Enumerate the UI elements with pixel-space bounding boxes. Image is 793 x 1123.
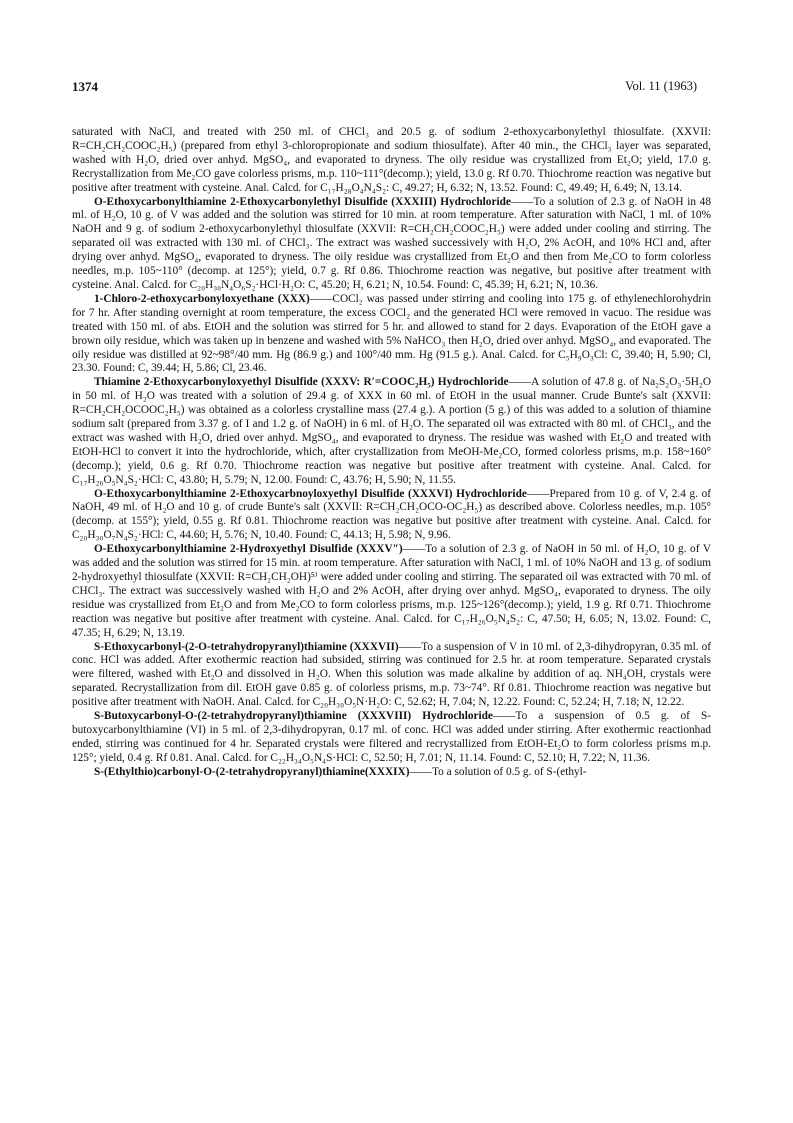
paragraph-xxx <box>72 293 711 376</box>
paragraph-body: ——To a solution of 0.5 g. of S-(ethyl- <box>409 765 587 778</box>
volume-label: Vol. 11 (1963) <box>625 79 697 93</box>
compound-heading: O-Ethoxycarbonylthiamine 2-Ethoxycarbonylethyl Disulfide (XXXIII) Hydrochloride <box>94 195 511 208</box>
compound-heading: 1-Chloro-2-ethoxycarbonyloxyethane (XXX) <box>94 292 310 305</box>
paragraph-body: ——To a suspension of V in 10 ml. of 2,3-dihydropyran, 0.35 ml. of conc. HCl was added. After exothermic reaction had subsided, stirring was continued for 2.5 hr. at room temperature. Separated crystals were filtered, washed with Et₂O and dissolved in H₂O. When this solution was made alkaline by addition of aq. NH₄OH, crystals were separated. Recrystallization from dil. EtOH gave 0.85 g. of colorless prisms, m.p. 73~74°. Rf 0.81. Thiochrome reaction was negative but positive after treatment with NaOH. Anal. Calcd. for C₂₀H₃₀O₅N·H₂O: C, 52.62; H, 7.04; N, 12.22. Found: C, 52.24; H, 7.18; N, 12.22. <box>72 640 712 709</box>
paragraph-xxxvi <box>72 488 711 544</box>
compound-heading: S-Butoxycarbonyl-O-(2-tetrahydropyranyl)thiamine (XXXVIII) Hydrochloride <box>94 710 493 723</box>
compound-heading: S-(Ethylthio)carbonyl-O-(2-tetrahydropyranyl)thiamine(XXXIX) <box>94 765 410 778</box>
compound-heading: S-Ethoxycarbonyl-(2-O-tetrahydropyranyl)thiamine (XXXVII) <box>94 640 399 653</box>
page-header <box>72 79 697 99</box>
page-number: 1374 <box>72 79 98 94</box>
paragraph-xxxix <box>72 766 711 780</box>
paragraph-xxxv-double-prime <box>72 543 711 640</box>
paragraph-body: ——To a solution of 2.3 g. of NaOH in 50 ml. of H₂O, 10 g. of V was added and the solution was stirred for 15 min. at room temperature. After saturation with NaCl, 1 ml. of 10% NaOH and 13 g. of sodium 2-hydroxyethyl thiosulfate (XXVII: R=CH₂CH₂OH)⁵⁾ were added under cooling and stirring. The separated oil was extracted with 70 ml. of CHCl₃. The extract was successively washed with H₂O and 2% AcOH, after drying over anhyd. MgSO₄, evaporated to dryness. The oily residue was crystallized from Et₂O and from Me₂CO to form colorless prisms, m.p. 125~126°(decomp.); yield, 1.9 g. Rf 0.71. Thiochrome reaction was negative but positive after treatment with cysteine. Anal. Calcd. for C₁₇H₂₆O₅N₄S₂: C, 47.50; H, 6.05; N, 13.02. Found: C, 47.35; H, 6.29; N, 13.19. <box>72 543 711 639</box>
article-body <box>72 126 711 780</box>
paragraph-body: ——A solution of 47.8 g. of Na₂S₂O₃·5H₂O in 50 ml. of H₂O was treated with a solution of 29.4 g. of XXX in 60 ml. of EtOH in the usual manner. Crude Bunte's salt (XXVII: R=CH₂CH₂OCOOC₂H₅) was obtained as a colorless crystalline mass (27.4 g.). A portion (5 g.) of this was added to a solution of thiamine sodium salt (prepared from 3.37 g. of I and 1.2 g. of NaOH) in 6 ml. of H₂O. The separated oil was extracted with 80 ml. of CHCl₃, and the extract was washed with H₂O, dried over anhyd. MgSO₄, and evaporated to dryness. The residue was washed with Et₂O and treated with EtOH-HCl to convert it into the hydrochloride, which, after crystallization from MeOH-Me₂CO, formed colorless prisms, m.p. 158~160° (decomp.); yield, 0.6 g. Rf 0.70. Thiochrome reaction was negative but positive after treatment with cysteine. Anal. Calcd. for C₁₇H₂₆O₅N₄S₂·HCl: C, 43.80; H, 5.79; N, 12.00. Found: C, 43.76; H, 5.90; N, 11.55. <box>72 376 712 486</box>
paragraph-xxxviii <box>72 710 711 766</box>
paragraph-body: ——Prepared from 10 g. of V, 2.4 g. of NaOH, 49 ml. of H₂O and 10 g. of crude Bunte's salt (XXVII: R=CH₂CH₂OCO-OC₂H₅) as described above. Colorless needles, m.p. 105° (decomp. at 155°); yield, 0.55 g. Rf 0.81. Thiochrome reaction was negative but positive after treatment with cysteine. Anal. Calcd. for C₂₀H₃₀O₇N₄S₂·HCl: C, 44.60; H, 5.76; N, 10.40. Found: C, 44.13; H, 5.98; N, 9.96. <box>72 487 711 542</box>
paragraph-body: saturated with NaCl, and treated with 250 ml. of CHCl₃ and 20.5 g. of sodium 2-ethoxycarbonylethyl thiosulfate. (XXVII: R=CH₂CH₂COOC₂H₅) (prepared from ethyl 3-chloropropionate and sodium thiosulfate). After 40 min., the CHCl₃ layer was separated, washed with H₂O, dried over anhyd. MgSO₄, and evaporated to dryness. The oily residue was crystallized from Et₂O; yield, 17.0 g. Recrystallization from Me₂CO gave colorless prisms, m.p. 110~111°(decomp.); yield, 13.0 g. Rf 0.70. Thiochrome reaction was negative but positive after treatment with cysteine. Anal. Calcd. for C₁₇H₂₈O₄N₄S₂: C, 49.27; H, 6.32; N, 13.52. Found: C, 49.49; H, 6.49; N, 13.14. <box>72 126 711 194</box>
paragraph-xxxv <box>72 376 711 487</box>
compound-heading: O-Ethoxycarbonylthiamine 2-Hydroxyethyl Disulfide (XXXV″) <box>94 543 403 556</box>
paragraph-body: ——To a suspension of 0.5 g. of S-butoxycarbonylthiamine (VI) in 5 ml. of 2,3-dihydropyran, 0.17 ml. of conc. HCl was added under stirring. After exothermic reactionhad ended, stirring was continued for 4 hr. Separated crystals were filtered and recrystallized from EtOH-Et₂O to form colorless prisms m.p. 125°; yield, 0.4 g. Rf 0.81. Anal. Calcd. for C₂₂H₃₄O₅N₄S·HCl: C, 52.50; H, 7.01; N, 11.14. Found: C, 52.10; H, 7.22; N, 11.36. <box>72 710 711 764</box>
paragraph-xxxiii <box>72 196 711 293</box>
compound-heading: Thiamine 2-Ethoxycarbonyloxyethyl Disulfide (XXXV: R′=COOC₂H₅) Hydrochloride <box>94 376 509 389</box>
compound-heading: O-Ethoxycarbonylthiamine 2-Ethoxycarbnoyloxyethyl Disulfide (XXXVI) Hydrochloride <box>94 487 527 500</box>
paragraph-continuation <box>72 126 711 196</box>
paragraph-body: ——COCl₂ was passed under stirring and cooling into 175 g. of ethylenechlorohydrin for 7 hr. After standing overnight at room temperature, the excess COCl₂ and the generated HCl were removed in vacuo. The residue was treated with 150 ml. of abs. EtOH and the solution was stirred for 5 hr. and allowed to stand for 2 days. Evaporation of the EtOH gave a brown oily residue, which was taken up in benzene and washed with 5% NaHCO₃ then H₂O, dried over anhyd. MgSO₄, and evaporated. The oily residue was distilled at 92~98°/40 mm. Hg (86.9 g.) and 100°/40 mm. Hg (91.5 g.). Anal. Calcd. for C₅H₉O₃Cl: C, 39.40; H, 5.90; Cl, 23.30. Found: C, 39.44; H, 5.86; Cl, 23.46. <box>72 292 711 375</box>
paragraph-body: ——To a solution of 2.3 g. of NaOH in 48 ml. of H₂O, 10 g. of V was added and the solution was stirred for 10 min. at room temperature. After saturation with NaCl, 1 ml. of 10% NaOH and 9 g. of sodium 2-ethoxycarbonylethyl thiosulfate (XXVII: R=CH₂CH₂COOC₂H₅) were added under cooling and stirring. The separated oil was extracted with 130 ml. of CHCl₃. The extract was washed successively with H₂O, 2% AcOH, and 10% HCl and, after drying over anhyd. MgSO₄, evaporated to dryness. The oily residue was crystallized from Et₂O and then from Me₂CO to form colorless needles, m.p. 105~110° (decomp. at 125°); yield, 0.7 g. Rf 0.86. Thiochrome reaction was negative, but positive after treatment with cysteine. Anal. Calcd. for C₂₀H₃₀N₄O₆S₂·HCl·H₂O: C, 45.20; H, 6.21; N, 10.54. Found: C, 45.39; H, 6.21; N, 10.36. <box>72 195 711 291</box>
paragraph-xxxvii <box>72 641 711 711</box>
